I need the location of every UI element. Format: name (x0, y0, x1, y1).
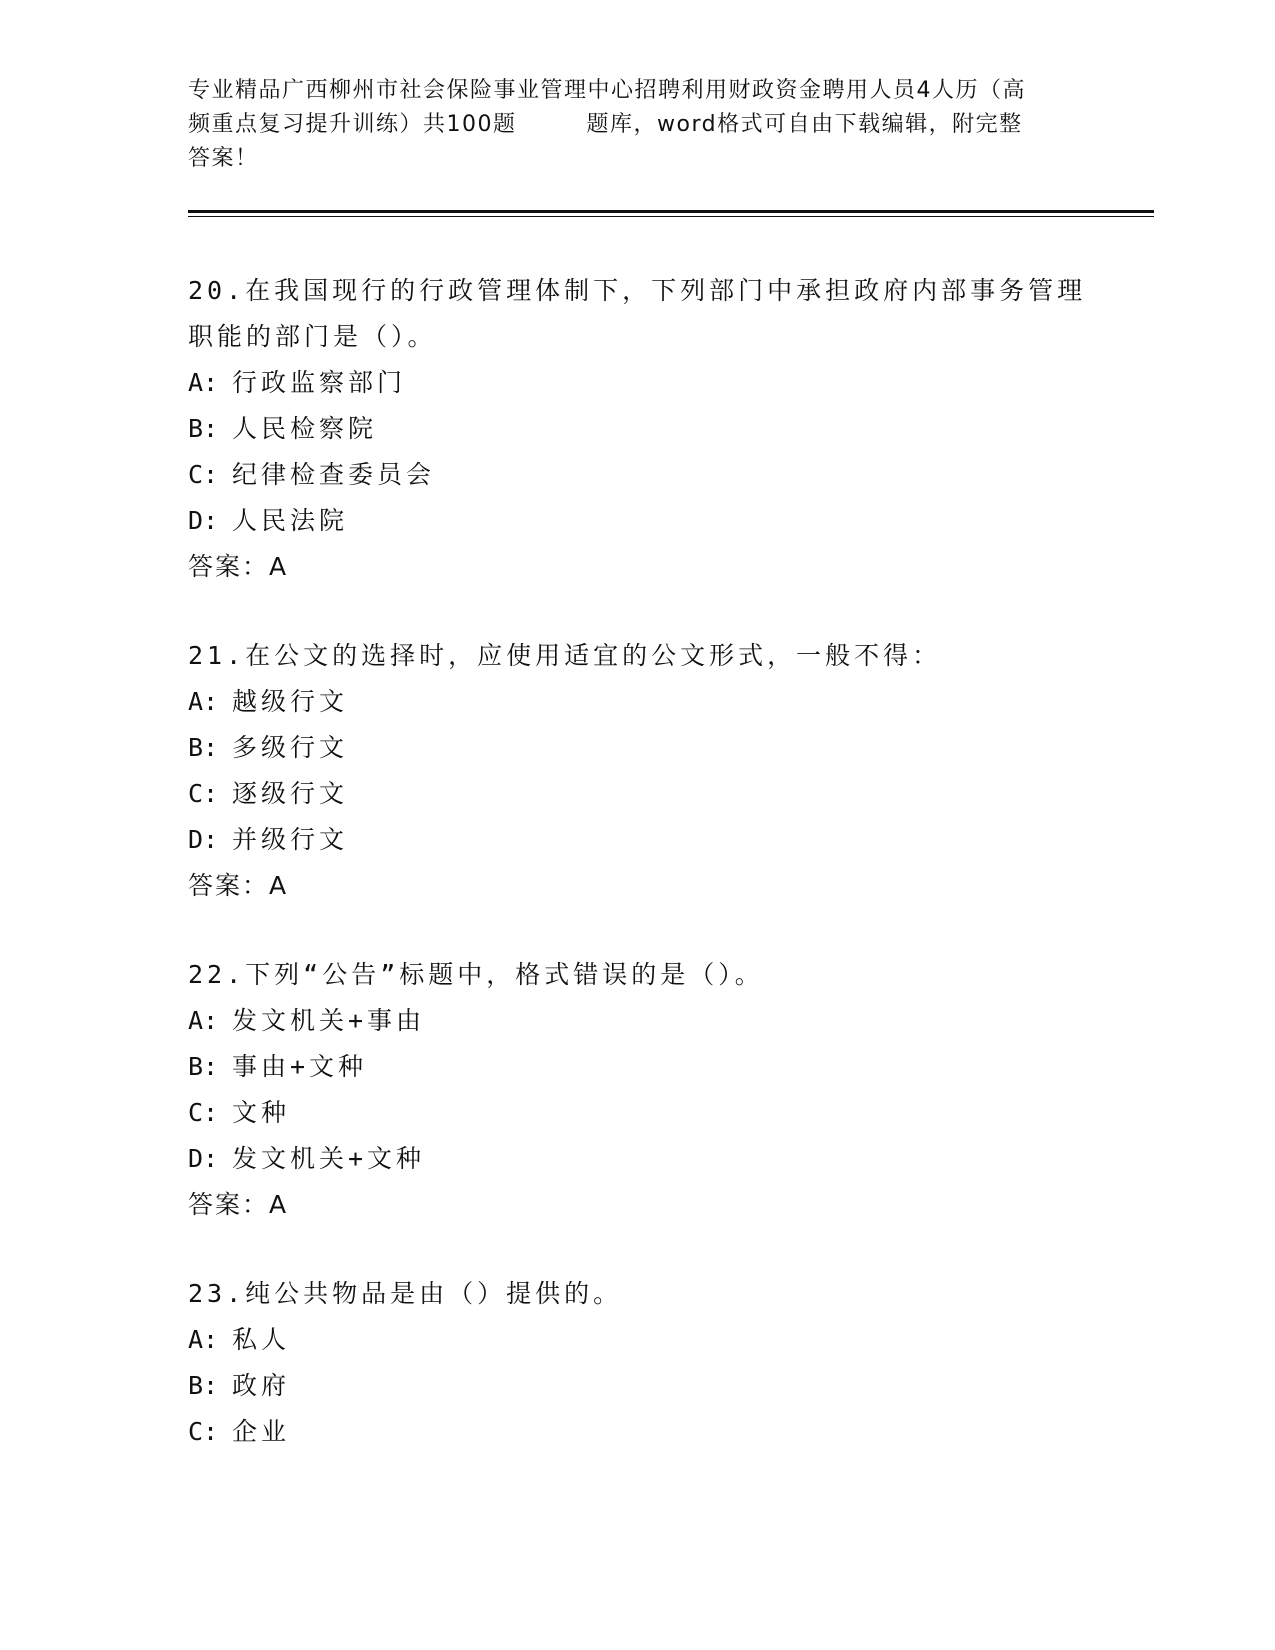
question-22 (188, 952, 1088, 1228)
option-text: 事由+文种 (232, 1052, 368, 1081)
option-text: 发文机关+事由 (232, 1006, 426, 1035)
option-text: 人民法院 (232, 506, 349, 535)
question-stem: 20.在我国现行的行政管理体制下，下列部门中承担政府内部事务管理职能的部门是（）。 (188, 276, 1087, 351)
option-letter: A: (188, 1325, 219, 1354)
answer-line: 答案：A (188, 552, 289, 581)
option-letter: C: (188, 1098, 219, 1127)
question-23 (188, 1271, 1088, 1455)
option-letter: A: (188, 687, 219, 716)
option-a (188, 998, 1088, 1044)
option-letter: B: (188, 414, 219, 443)
option-letter: C: (188, 1417, 219, 1446)
option-c (188, 1090, 1088, 1136)
option-b (188, 1363, 1088, 1409)
answer-line: 答案：A (188, 871, 289, 900)
option-c (188, 771, 1088, 817)
option-d (188, 1136, 1088, 1182)
option-text: 行政监察部门 (232, 368, 407, 397)
option-text: 政府 (232, 1371, 291, 1400)
question-21 (188, 633, 1088, 909)
option-letter: C: (188, 460, 219, 489)
option-c (188, 452, 1088, 498)
header-divider-thin (188, 216, 1154, 217)
option-d (188, 498, 1088, 544)
option-letter: A: (188, 1006, 219, 1035)
option-c (188, 1409, 1088, 1455)
option-a (188, 1317, 1088, 1363)
option-letter: B: (188, 1371, 219, 1400)
header-line-2 (188, 108, 1088, 142)
option-b (188, 725, 1088, 771)
option-text: 文种 (232, 1098, 291, 1127)
document-header (188, 74, 1088, 176)
answer-line: 答案：A (188, 1190, 289, 1219)
option-letter: B: (188, 733, 219, 762)
option-letter: D: (188, 825, 219, 854)
question-20 (188, 268, 1088, 590)
option-letter: B: (188, 1052, 219, 1081)
header-divider-thick (188, 210, 1154, 213)
option-text: 纪律检查委员会 (232, 460, 436, 489)
question-stem: 21.在公文的选择时，应使用适宜的公文形式，一般不得： (188, 641, 942, 670)
option-text: 私人 (232, 1325, 291, 1354)
question-stem: 22.下列“公告”标题中，格式错误的是（）。 (188, 960, 764, 989)
option-letter: D: (188, 1144, 219, 1173)
option-letter: D: (188, 506, 219, 535)
header-line-1: 专业精品广西柳州市社会保险事业管理中心招聘利用财政资金聘用人员4人历（高 (188, 78, 1026, 103)
option-text: 并级行文 (232, 825, 349, 854)
header-line-3: 答案！ (188, 146, 259, 171)
question-stem: 23.纯公共物品是由（）提供的。 (188, 1279, 623, 1308)
option-letter: C: (188, 779, 219, 808)
option-d (188, 817, 1088, 863)
question-list (188, 268, 1088, 1498)
option-a (188, 679, 1088, 725)
option-letter: A: (188, 368, 219, 397)
option-a (188, 360, 1088, 406)
option-b (188, 406, 1088, 452)
option-text: 逐级行文 (232, 779, 349, 808)
header-line-2-part-1: 频重点复习提升训练）共100题 (188, 112, 517, 137)
option-text: 人民检察院 (232, 414, 378, 443)
option-text: 越级行文 (232, 687, 349, 716)
option-b (188, 1044, 1088, 1090)
option-text: 发文机关+文种 (232, 1144, 426, 1173)
option-text: 多级行文 (232, 733, 349, 762)
option-text: 企业 (232, 1417, 291, 1446)
header-line-2-part-2: 题库，word格式可自由下载编辑，附完整 (586, 112, 1023, 137)
